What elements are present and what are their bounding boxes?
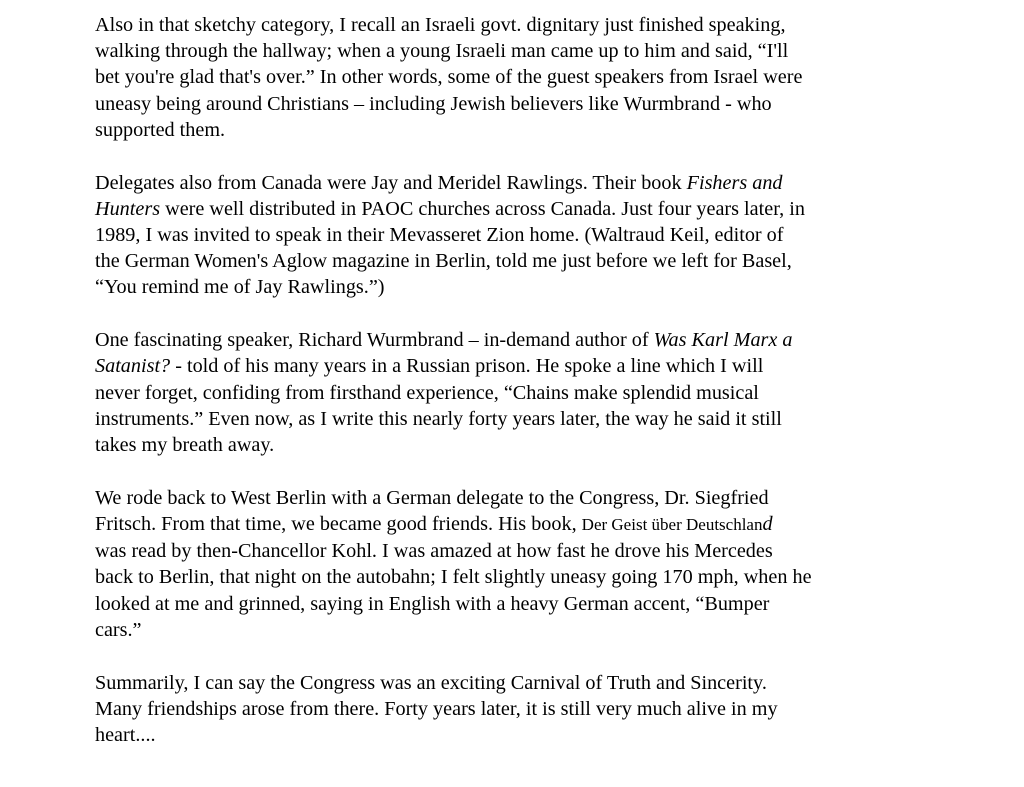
text-line bbox=[95, 196, 930, 222]
text-run: were well distributed in PAOC churches across Canada. Just four years later, in bbox=[160, 197, 805, 220]
paragraph-fritsch bbox=[95, 485, 930, 643]
text-run: Delegates also from Canada were Jay and Meridel Rawlings. Their book bbox=[95, 171, 687, 194]
text-run: Fritsch. From that time, we became good friends. His book, bbox=[95, 513, 582, 536]
text-line: the German Women's Aglow magazine in Berlin, told me just before we left for Basel, bbox=[95, 250, 792, 273]
text-line bbox=[95, 170, 930, 196]
book-title-der-geist: Der Geist über Deutschlan bbox=[581, 515, 763, 535]
text-line: bet you're glad that's over.” In other words, some of the guest speakers from Israel were bbox=[95, 66, 803, 89]
paragraph-summary bbox=[95, 670, 930, 749]
text-line: Also in that sketchy category, I recall an Israeli govt. dignitary just finished speaking, bbox=[95, 14, 786, 36]
text-run: One fascinating speaker, Richard Wurmbrand – in-demand author of bbox=[95, 329, 654, 352]
text-line: supported them. bbox=[95, 118, 226, 141]
paragraph-israeli-dignitary bbox=[95, 12, 930, 143]
text-line: takes my breath away. bbox=[95, 434, 275, 457]
text-line: We rode back to West Berlin with a German delegate to the Congress, Dr. Siegfried bbox=[95, 486, 769, 509]
text-line bbox=[95, 353, 930, 379]
text-line: uneasy being around Christians – including Jewish believers like Wurmbrand - who bbox=[95, 92, 772, 115]
book-title-was-karl-marx-a-satanist: Satanist? bbox=[95, 355, 171, 378]
book-title-fishers-and-hunters: Hunters bbox=[95, 197, 161, 220]
text-run: - told of his many years in a Russian prison. He spoke a line which I will bbox=[170, 355, 764, 378]
text-line bbox=[95, 511, 930, 538]
body-text bbox=[95, 12, 930, 775]
text-line: “You remind me of Jay Rawlings.”) bbox=[95, 276, 385, 299]
text-line: looked at me and grinned, saying in English with a heavy German accent, “Bumper bbox=[95, 592, 770, 615]
text-line: back to Berlin, that night on the autobahn; I felt slightly uneasy going 170 mph, when he bbox=[95, 566, 812, 589]
text-line: instruments.” Even now, as I write this nearly forty years later, the way he said it still bbox=[95, 407, 782, 430]
book-title-was-karl-marx-a-satanist: Was Karl Marx a bbox=[653, 329, 793, 352]
book-title-fishers-and-hunters: Fishers and bbox=[686, 171, 783, 194]
text-line: was read by then-Chancellor Kohl. I was amazed at how fast he drove his Mercedes bbox=[95, 540, 773, 563]
paragraph-wurmbrand bbox=[95, 327, 930, 458]
text-line: 1989, I was invited to speak in their Mevasseret Zion home. (Waltraud Keil, editor of bbox=[95, 224, 784, 247]
text-line: Many friendships arose from there. Forty years later, it is still very much alive in my bbox=[95, 697, 778, 720]
text-line bbox=[95, 327, 930, 353]
text-line: Summarily, I can say the Congress was an exciting Carnival of Truth and Sincerity. bbox=[95, 671, 767, 694]
text-line: walking through the hallway; when a young Israeli man came up to him and said, “I'll bbox=[95, 40, 789, 63]
book-title-der-geist-last-letter: d bbox=[762, 513, 773, 536]
paragraph-rawlings bbox=[95, 170, 930, 301]
text-line: heart.... bbox=[95, 724, 156, 747]
text-line: cars.” bbox=[95, 618, 142, 641]
text-line: never forget, confiding from firsthand experience, “Chains make splendid musical bbox=[95, 381, 759, 404]
